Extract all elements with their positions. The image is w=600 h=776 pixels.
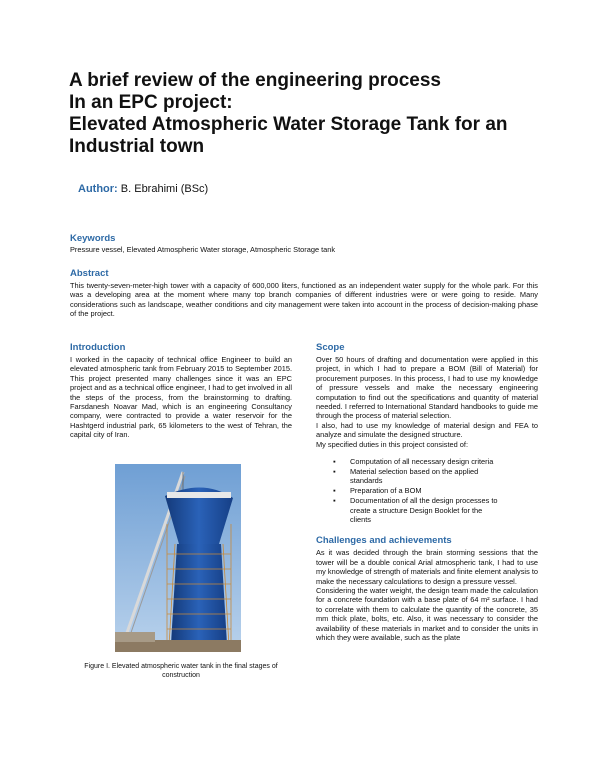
duties-list <box>316 457 538 524</box>
abstract-heading: Abstract <box>70 268 109 279</box>
duty-text: Documentation of all the design processes to create a structure Design Booklet for the clients <box>350 496 498 524</box>
list-item <box>333 466 500 486</box>
bullet-icon: ▪ <box>333 466 336 476</box>
scope-paragraph-1: Over 50 hours of drafting and documentation were applied in this project, in which I had to prepare a BOM (Bill of Material) for procurement purposes. In this process, I had to use my knowledge of pressure vessels and make the necessary engineering computation to find out the specifications and quantity of material needed. I referred to International Standard handbooks to guide me through the process of material selection. <box>316 355 538 421</box>
scope-heading: Scope <box>316 342 345 353</box>
list-item <box>333 457 500 467</box>
author-line <box>78 183 208 195</box>
bullet-icon: ▪ <box>333 486 336 496</box>
figure-caption: Figure I. Elevated atmospheric water tank in the final stages of construction <box>84 663 278 679</box>
right-column <box>316 342 538 642</box>
scope-paragraph-3: My specified duties in this project consisted of: <box>316 439 468 449</box>
scope-paragraph-2: I also, had to use my knowledge of material design and FEA to analyze and simulate the designed structure. <box>316 420 538 440</box>
duty-text: Material selection based on the applied standards <box>350 466 479 486</box>
title-line-1: A brief review of the engineering process <box>69 70 442 91</box>
author-label: Author: <box>78 183 118 195</box>
challenges-paragraph-1: As it was decided through the brain storming sessions that the tower will be a double conical Arial atmospheric tank, I had to use my knowledge of strength of materials and finite element analysis to make the necessary calculations to design a pressure vessel. <box>316 548 538 586</box>
title-line-4: Industrial town <box>69 136 205 157</box>
challenges-paragraph-2: Considering the water weight, the design team made the calculation for a concrete foundation with a base plate of 64 m² surface. I had to correlate with them to calculate the quantity of the concrete, 35 mm thick plate, bolts, etc. Also, it was necessary to consider the availability of these materials in market and to consider the units in which they were available, such as the plate <box>316 586 538 643</box>
duty-text: Preparation of a BOM <box>350 486 422 496</box>
water-tank-illustration <box>115 464 241 652</box>
left-column <box>70 342 292 440</box>
title-line-3: Elevated Atmospheric Water Storage Tank for an <box>69 114 508 135</box>
water-tank-photo <box>115 464 241 652</box>
title-line-2: In an EPC project: <box>69 92 233 113</box>
introduction-text: I worked in the capacity of technical office Engineer to build an elevated atmospheric tank from February 2015 to September 2015. This project presented many challenges since it was an EPC project and as a technical office engineer, I had to get involved in all the steps of the process, from the brainstorming to drafting. Farsdanesh Noavar Mad, which is an engineering Consultancy company, were contracted to provide a water reservoir for the Hashtgerd industrial park, 65 kilometers to the west of Tehran, the capital city of Iran. <box>70 355 292 440</box>
bullet-icon: ▪ <box>333 457 336 467</box>
list-item <box>333 496 500 524</box>
challenges-heading: Challenges and achievements <box>316 535 452 547</box>
abstract-text: This twenty-seven-meter-high tower with a capacity of 600,000 liters, functioned as an independent water supply for the whole park. For this was a developing area at the moment where many top branch companies of different industries were or were going to reside. Many considerations such as landscape, weather conditions and city management were taken into account in the process of decision-making phase of the project. <box>70 281 538 319</box>
bullet-icon: ▪ <box>333 496 336 506</box>
author-name: B. Ebrahimi (BSc) <box>120 183 209 195</box>
list-item <box>333 486 500 496</box>
keywords-text: Pressure vessel, Elevated Atmospheric Water storage, Atmospheric Storage tank <box>70 245 336 254</box>
keywords-heading: Keywords <box>70 233 116 244</box>
introduction-heading: Introduction <box>70 342 126 353</box>
duty-text: Computation of all necessary design criteria <box>350 457 494 467</box>
paper-title <box>69 70 569 158</box>
